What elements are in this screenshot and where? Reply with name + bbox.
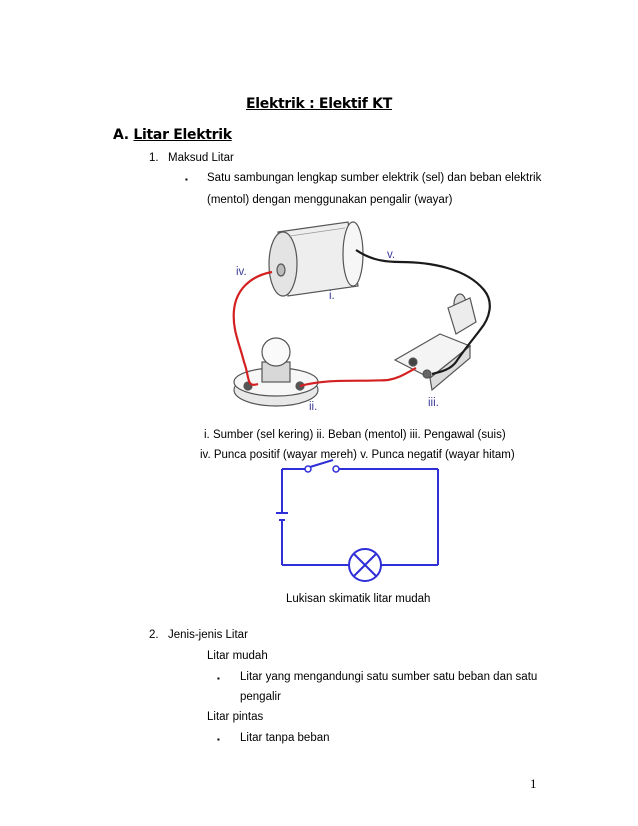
page-number: 1 bbox=[530, 776, 537, 791]
item2-heading: Jenis-jenis Litar bbox=[168, 629, 248, 641]
item1-number: 1. bbox=[149, 152, 159, 164]
photo-caption-line-2: iv. Punca positif (wayar mereh) v. Punca negatif (wayar hitam) bbox=[200, 449, 515, 461]
sub1-label: Litar mudah bbox=[207, 650, 268, 662]
page-title: Elektrik : Elektif KT bbox=[246, 96, 392, 112]
switch-terminal-right bbox=[333, 466, 339, 472]
dry-cell-drawing bbox=[269, 222, 363, 296]
sub1-desc-line-2: pengalir bbox=[240, 691, 281, 703]
bullet-icon: ▪ bbox=[185, 175, 188, 184]
definition-line-2: (mentol) dengan menggunakan pengalir (wayar) bbox=[207, 194, 453, 206]
photo-caption-line-1: i. Sumber (sel kering) ii. Beban (mentol) iii. Pengawal (suis) bbox=[204, 429, 506, 441]
definition-line-1: Satu sambungan lengkap sumber elektrik (sel) dan beban elektrik bbox=[207, 172, 542, 184]
switch-terminal-left bbox=[305, 466, 311, 472]
section-letter: A. bbox=[113, 127, 129, 143]
schematic-caption: Lukisan skimatik litar mudah bbox=[286, 593, 431, 605]
label-v: v. bbox=[387, 249, 396, 261]
bullet-icon: ▪ bbox=[217, 674, 220, 683]
circuit-schematic bbox=[276, 460, 438, 581]
item1-heading: Maksud Litar bbox=[168, 152, 234, 164]
section-name: Litar Elektrik bbox=[133, 127, 232, 143]
bullet-icon: ▪ bbox=[217, 735, 220, 744]
red-wire-2 bbox=[300, 368, 416, 386]
label-ii: ii. bbox=[309, 401, 318, 413]
item2-number: 2. bbox=[149, 629, 159, 641]
label-iv: iv. bbox=[236, 266, 247, 278]
sub2-label: Litar pintas bbox=[207, 711, 264, 723]
label-i: i. bbox=[329, 290, 335, 302]
sub2-desc: Litar tanpa beban bbox=[240, 732, 330, 744]
sub1-desc-line-1: Litar yang mengandungi satu sumber satu beban dan satu bbox=[240, 671, 538, 683]
label-iii: iii. bbox=[428, 397, 439, 409]
switch-drawing bbox=[395, 294, 476, 390]
